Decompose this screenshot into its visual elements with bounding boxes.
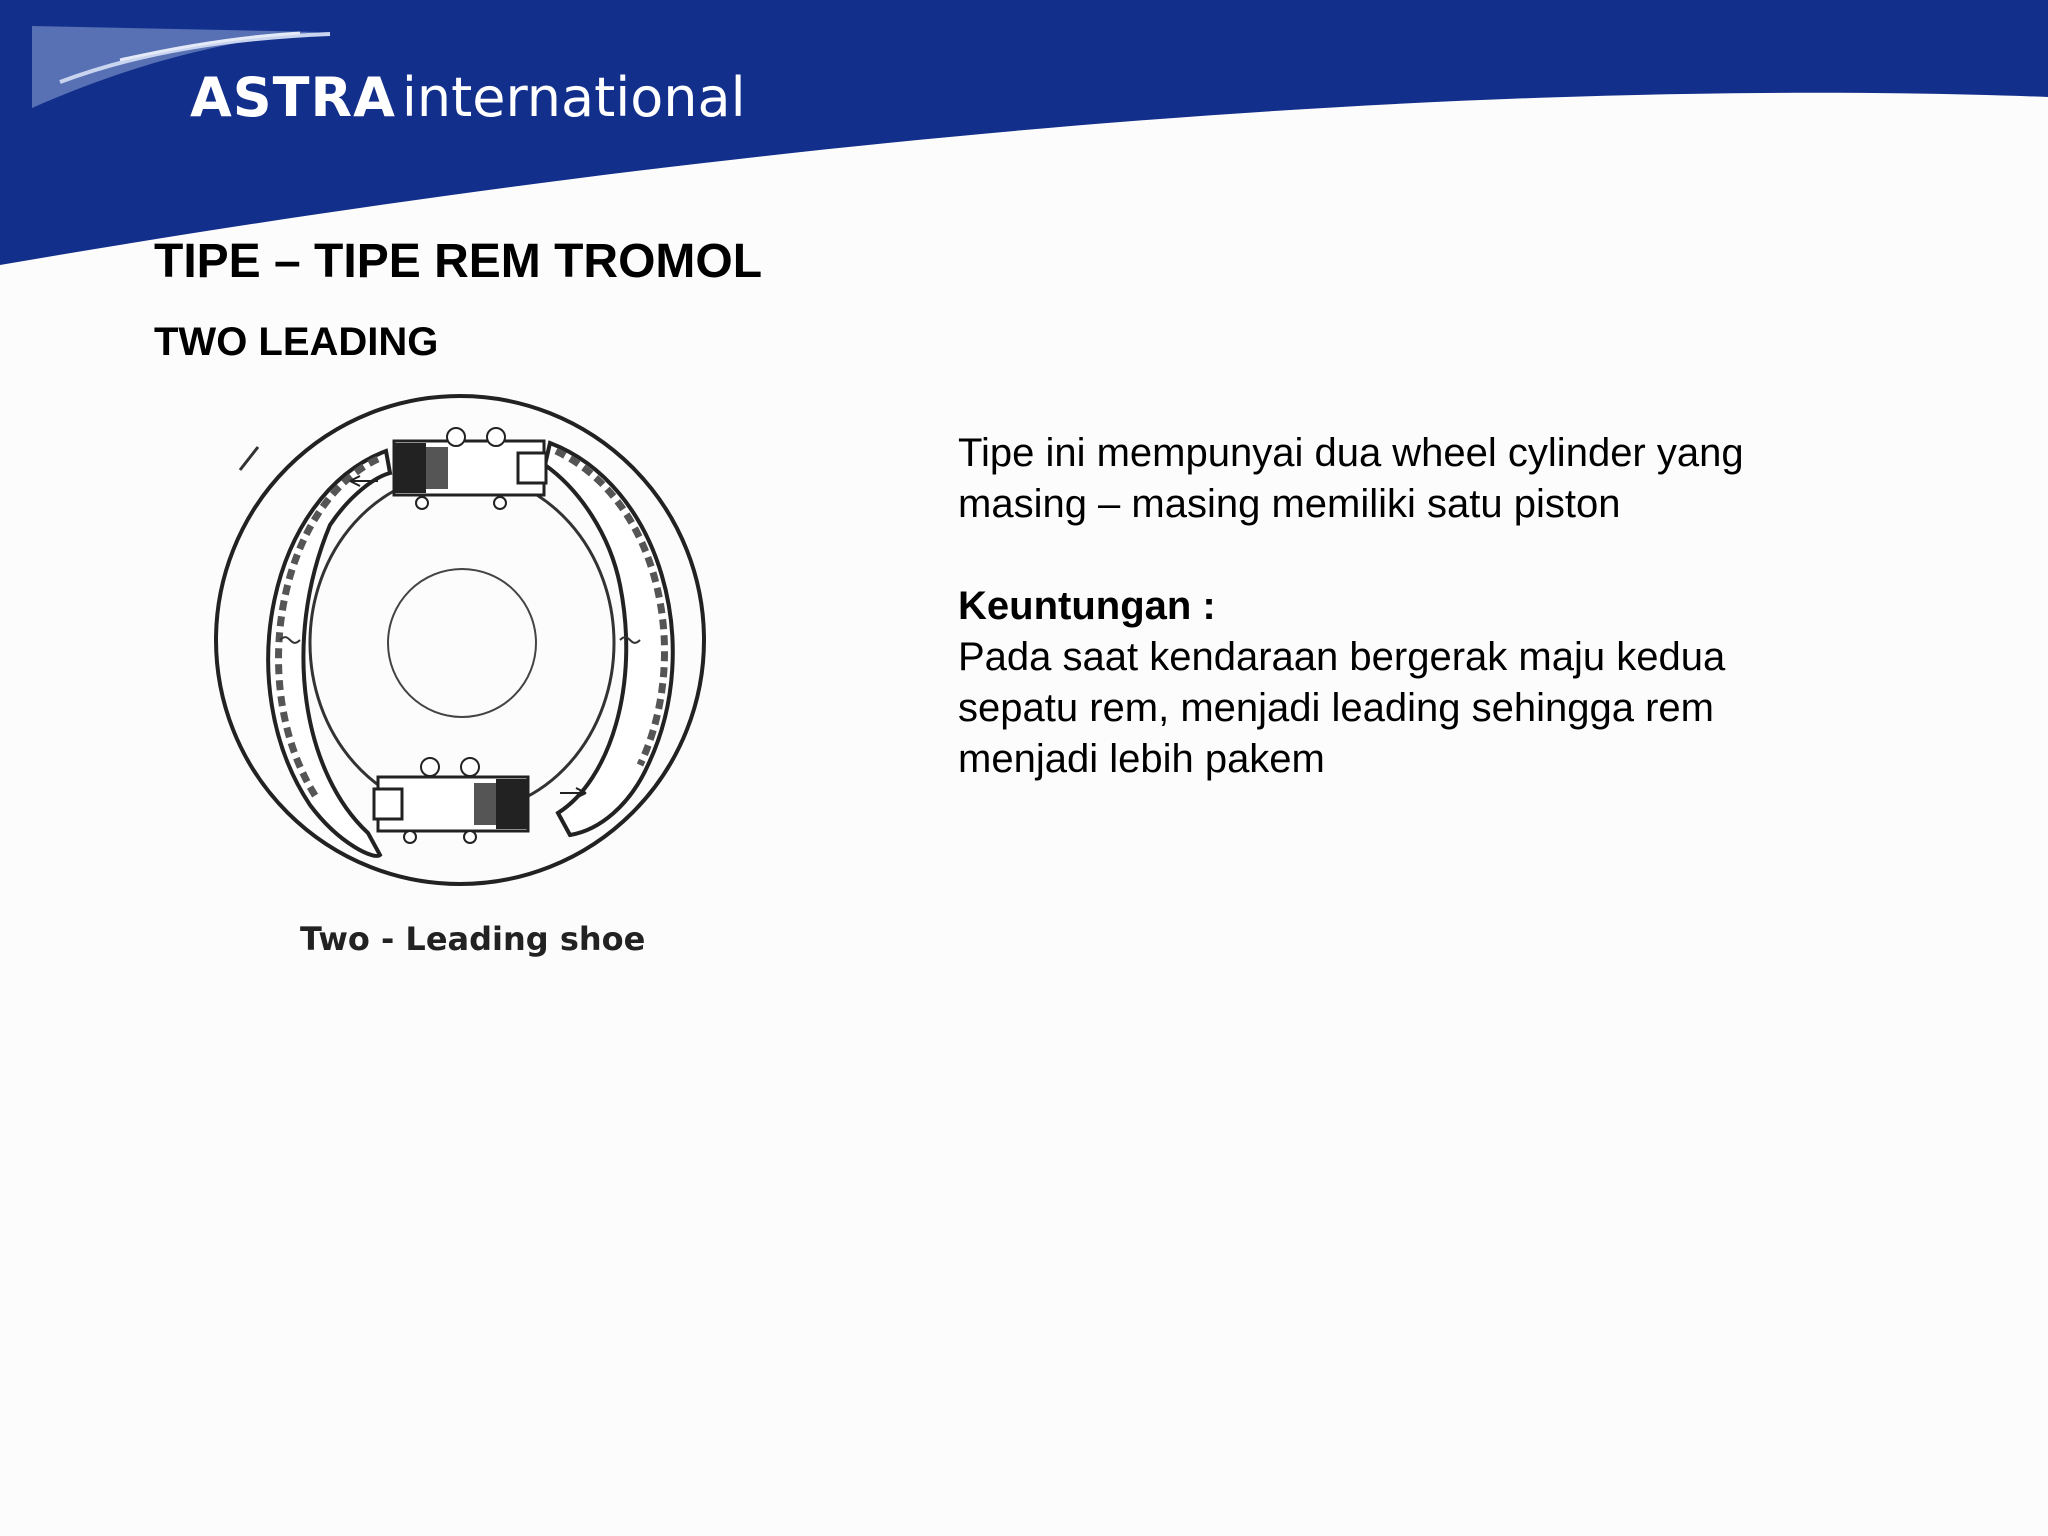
hub-circle — [388, 569, 536, 717]
description-line-2: masing – masing memiliki satu piston — [958, 482, 1621, 526]
lower-wheel-cylinder — [374, 758, 528, 843]
advantage-line-1: Pada saat kendaraan bergerak maju kedua — [958, 635, 1726, 679]
slide-subtitle: TWO LEADING — [154, 320, 439, 364]
logo-suffix: international — [401, 66, 746, 129]
logo-wordmark — [190, 66, 746, 129]
slide-title: TIPE – TIPE REM TROMOL — [154, 235, 763, 288]
drum-brake-diagram — [200, 385, 720, 905]
left-brake-shoe — [268, 451, 390, 856]
description-line-1: Tipe ini mempunyai dua wheel cylinder yang — [958, 431, 1744, 475]
logo-brand: ASTRA — [190, 66, 396, 129]
top-edge-mark — [240, 447, 258, 470]
advantage-line-2: sepatu rem, menjadi leading sehingga rem — [958, 686, 1714, 730]
figure-caption: Two - Leading shoe — [300, 920, 646, 958]
header-band-shape — [0, 0, 2048, 265]
advantage-line-3: menjadi lebih pakem — [958, 737, 1325, 781]
body-text — [958, 428, 1958, 785]
advantage-heading: Keuntungan : — [958, 584, 1216, 628]
paragraph-gap — [958, 530, 1958, 581]
right-brake-shoe — [545, 443, 673, 835]
upper-wheel-cylinder — [394, 428, 546, 509]
